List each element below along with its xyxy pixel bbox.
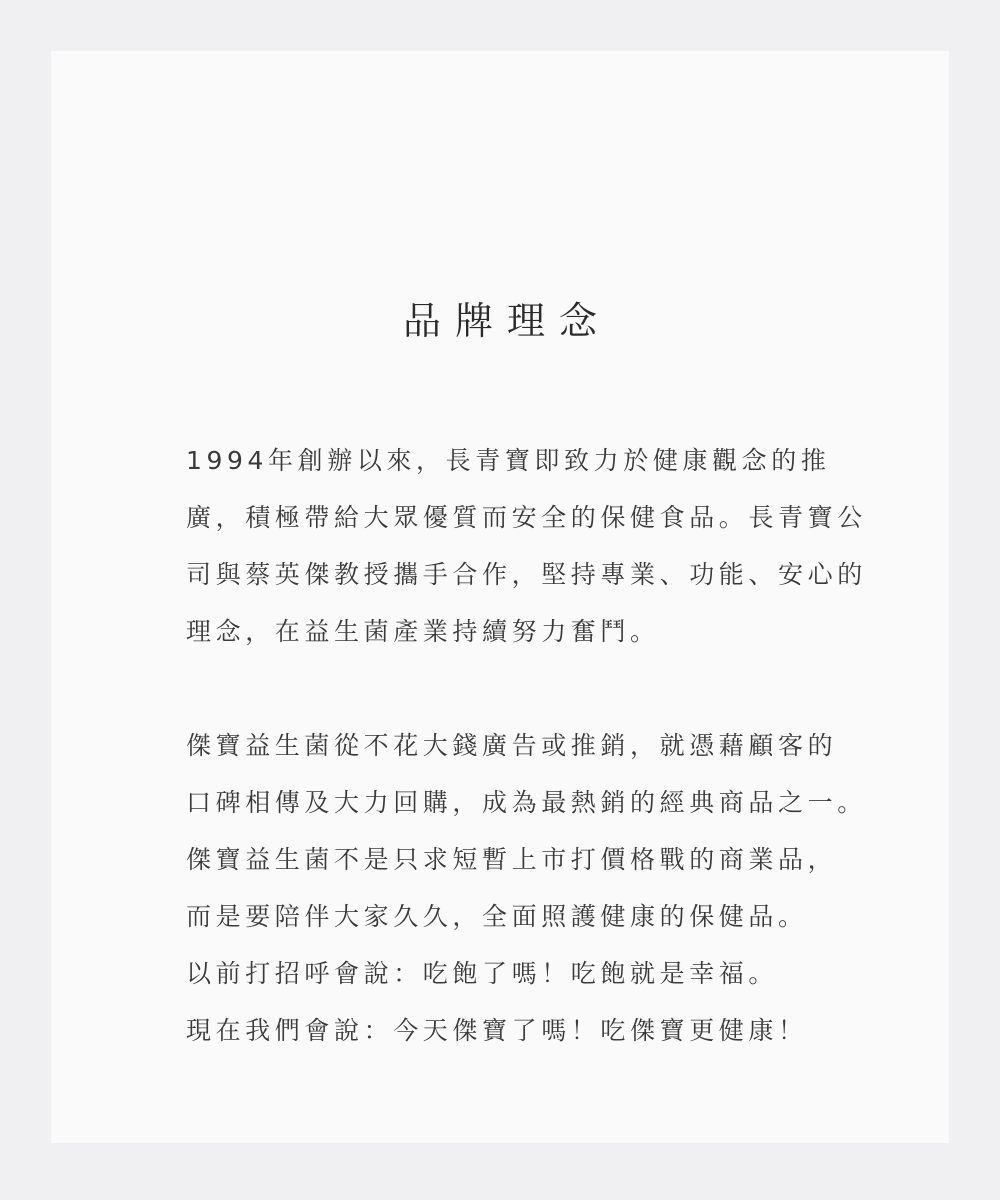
- text-line: 而是要陪伴大家久久，全面照護健康的保健品。: [186, 902, 808, 931]
- paragraph-spacer: [186, 660, 946, 717]
- text-line: 司與蔡英傑教授攜手合作，堅持專業、功能、安心的: [186, 560, 867, 589]
- text-line: 1994年創辦以來，長青寶即致力於健康觀念的推: [186, 446, 831, 475]
- text-line: 以前打招呼會說：吃飽了嗎！吃飽就是幸福。: [186, 959, 779, 988]
- page-title: 品牌理念: [402, 299, 611, 343]
- text-line: 傑寶益生菌不是只求短暫上市打價格戰的商業品，: [186, 845, 838, 874]
- brand-philosophy-text: [186, 432, 946, 1059]
- paragraph-history: [186, 432, 946, 660]
- paragraph-product: [186, 717, 946, 1059]
- text-line: 傑寶益生菌從不花大錢廣告或推銷，就憑藉顧客的: [186, 731, 838, 760]
- text-line: 廣，積極帶給大眾優質而安全的保健食品。長青寶公: [186, 503, 867, 532]
- text-line: 口碑相傳及大力回購，成為最熱銷的經典商品之一。: [186, 788, 867, 817]
- text-line: 理念，在益生菌產業持續努力奮鬥。: [186, 617, 660, 646]
- content-card: [51, 51, 949, 1143]
- text-line: 現在我們會說：今天傑寶了嗎！吃傑寶更健康！: [186, 1016, 808, 1045]
